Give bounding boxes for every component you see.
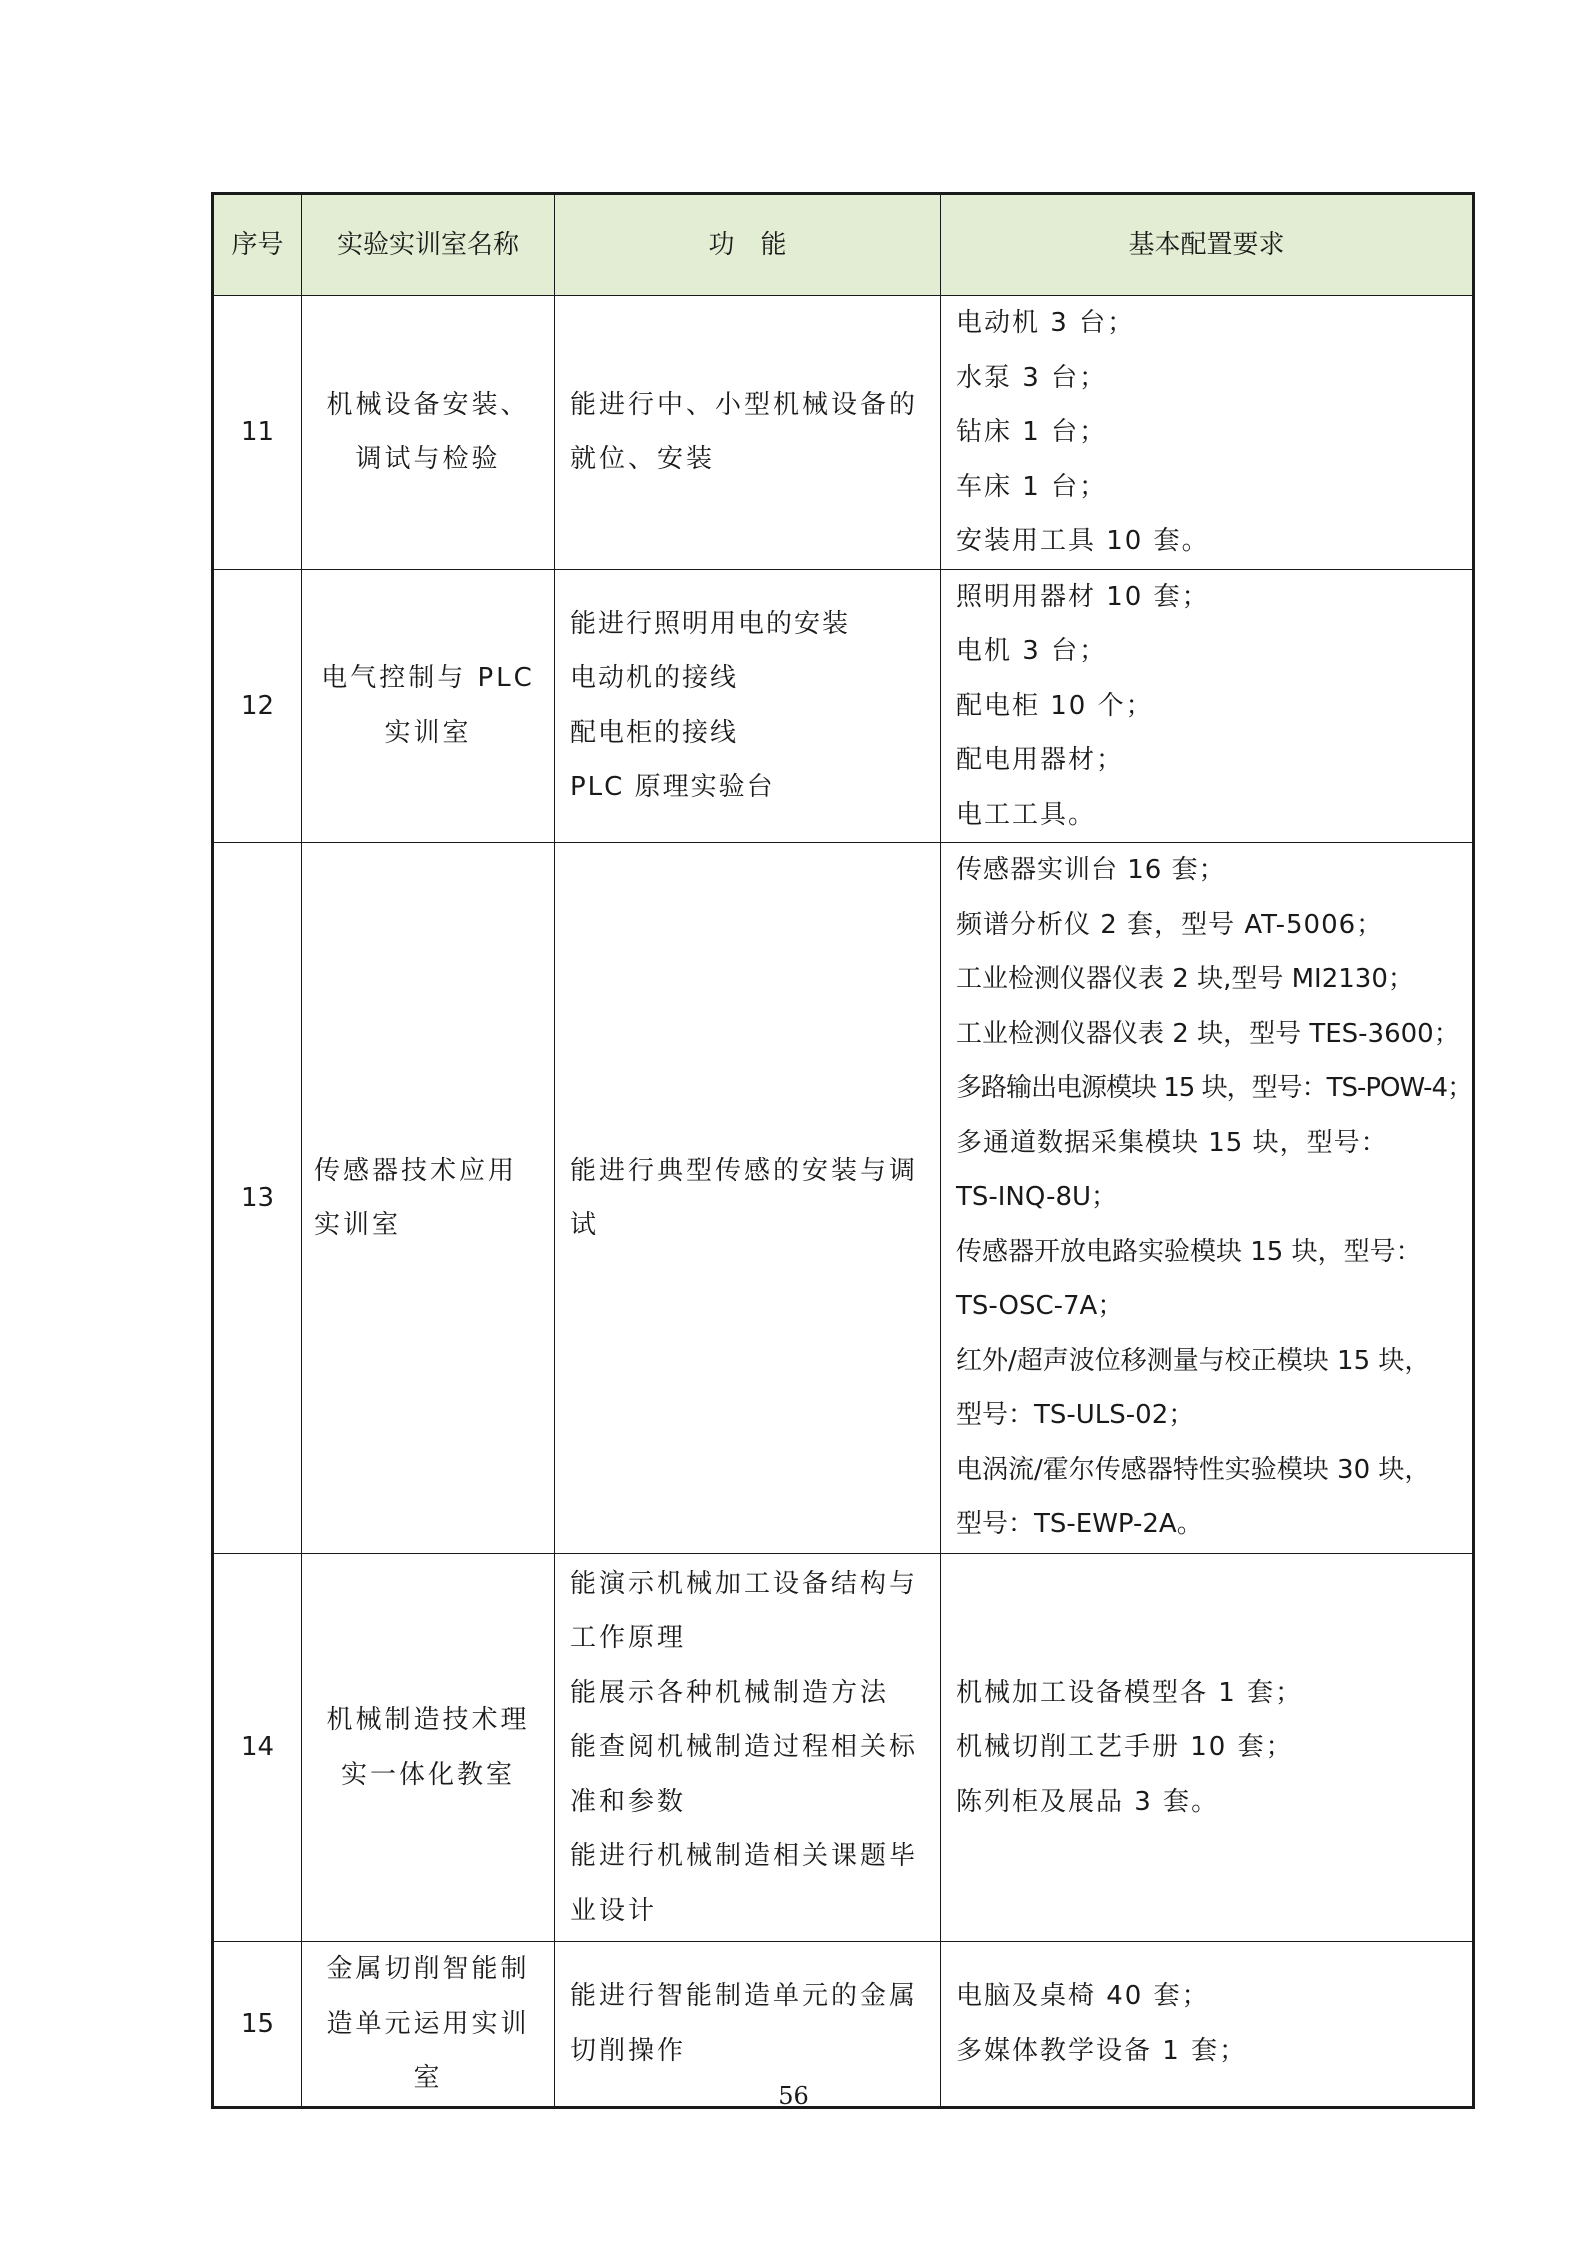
function-cell [555,296,941,570]
config-line: 电脑及桌椅 40 套； [956,1981,1210,2012]
header-lab-name: 实验实训室名称 [302,194,555,296]
config-line: 多路输出电源模块 15 块，型号：TS-POW-4； [956,1073,1473,1103]
config-line: 机械切削工艺手册 10 套； [956,1732,1294,1763]
function-line: 能进行机械制造相关课题毕业设计 [570,1841,919,1926]
config-line: 多媒体教学设备 1 套； [956,2035,1248,2066]
config-line: 传感器开放电路实验模块 15 块，型号： [956,1236,1422,1267]
lab-name: 金属切削智能制造单元运用实训室 [302,1942,555,2108]
function-line: PLC 原理实验台 [570,772,775,803]
config-line: 机械加工设备模型各 1 套； [956,1677,1304,1708]
config-line: 电动机 3 台； [956,308,1136,338]
row-number: 15 [213,1942,302,2108]
config-line: 多通道数据采集模块 15 块，型号： [956,1127,1388,1158]
lab-name: 电气控制与 PLC 实训室 [302,569,555,843]
function-cell [555,569,941,843]
config-line: 陈列柜及展品 3 套。 [956,1786,1220,1817]
header-no: 序号 [213,194,302,296]
function-line: 能进行典型传感的安装与调试 [570,1155,919,1240]
config-cell [941,843,1474,1554]
config-line: 电涡流/霍尔传感器特性实验模块 30 块， [956,1454,1431,1485]
row-number: 13 [213,843,302,1554]
lab-name: 机械设备安装、调试与检验 [302,296,555,570]
config-line: 工业检测仪器仪表 2 块，型号 TES-3600； [956,1018,1460,1049]
function-line: 能进行中、小型机械设备的就位、安装 [570,389,919,475]
function-cell [555,1554,941,1942]
function-line: 配电柜的接线 [570,717,739,748]
row-number: 12 [213,569,302,843]
lab-name: 机械制造技术理实一体化教室 [302,1554,555,1942]
config-line: 水泵 3 台； [956,362,1108,393]
function-line: 能查阅机械制造过程相关标准和参数 [570,1732,919,1817]
config-line: 照明用器材 10 套； [956,581,1210,612]
config-cell [941,569,1474,843]
config-line: 钻床 1 台； [956,417,1108,447]
table-row [213,569,1474,843]
header-config: 基本配置要求 [941,194,1474,296]
config-line: 型号：TS-ULS-02； [956,1400,1195,1430]
config-line: TS-INQ-8U； [956,1182,1118,1212]
table-row [213,843,1474,1554]
table-header-row [213,194,1474,296]
config-cell [941,296,1474,570]
config-line: 型号：TS-EWP-2A。 [956,1509,1203,1539]
table-row [213,1554,1474,1942]
config-line: 工业检测仪器仪表 2 块,型号 MI2130； [956,964,1414,994]
config-line: 传感器实训台 16 套； [956,855,1226,885]
function-line: 能演示机械加工设备结构与工作原理 [570,1568,919,1654]
config-line: 配电柜 10 个； [956,690,1154,721]
config-line: 红外/超声波位移测量与校正模块 15 块， [956,1345,1431,1376]
config-cell [941,1554,1474,1942]
function-cell [555,843,941,1554]
function-line: 能进行照明用电的安装 [570,608,851,639]
config-line: 频谱分析仪 2 套，型号 AT-5006； [956,909,1384,940]
config-line: 配电用器材； [956,745,1125,775]
function-line: 电动机的接线 [570,663,739,694]
function-line: 能展示各种机械制造方法 [570,1677,890,1708]
config-line: TS-OSC-7A； [956,1291,1124,1321]
config-line: 车床 1 台； [956,471,1108,502]
lab-config-table [211,192,1475,2109]
row-number: 14 [213,1554,302,1942]
header-function: 功 能 [555,194,941,296]
page-number: 56 [778,2082,809,2110]
config-line: 安装用工具 10 套。 [956,526,1210,556]
config-line: 电工工具。 [956,799,1097,830]
table-row [213,296,1474,570]
config-line: 电机 3 台； [956,636,1108,666]
row-number: 11 [213,296,302,570]
lab-name: 传感器技术应用实训室 [302,843,555,1554]
function-line: 能进行智能制造单元的金属切削操作 [570,1981,919,2066]
